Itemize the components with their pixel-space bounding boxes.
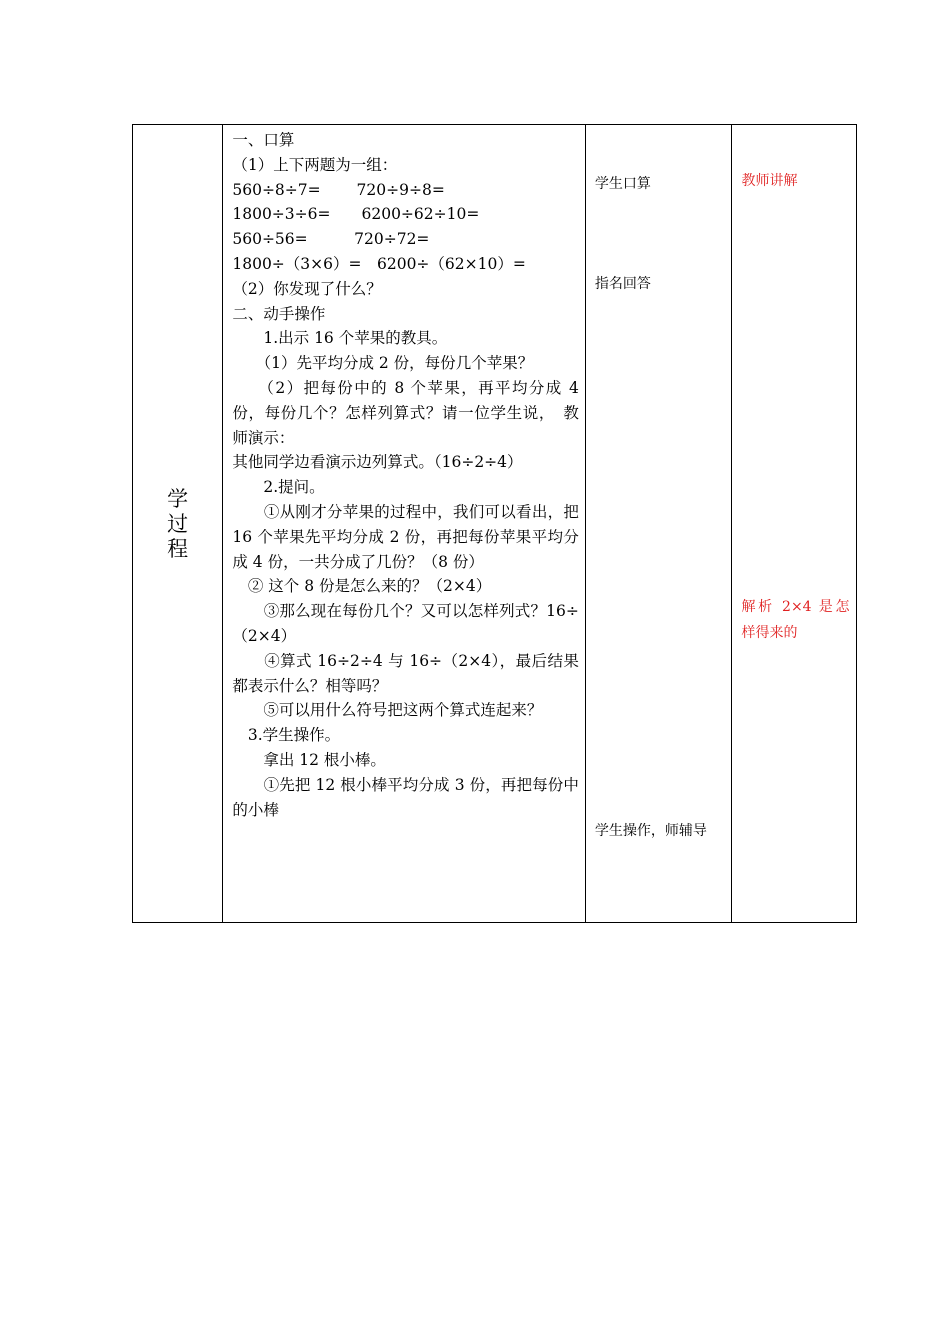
content-paragraph: ③那么现在每份几个？又可以怎样列式？16÷（2×4）	[232, 602, 579, 645]
student-note-oral: 学生口算	[594, 176, 651, 192]
content-line: 一、口算	[232, 131, 295, 149]
content-line: 二、动手操作	[232, 304, 326, 323]
student-note-answer: 指名回答	[594, 276, 651, 292]
content-line: 560÷8÷7= 720÷9÷8=	[232, 180, 445, 199]
content-line: 2.提问。	[232, 478, 325, 497]
content-line: （2）你发现了什么？	[232, 279, 382, 298]
content-line: （1）上下两题为一组：	[232, 155, 398, 174]
teacher-note-analysis: 解析 2×4 是怎样得来的	[741, 599, 850, 641]
student-activity-cell	[585, 125, 732, 923]
content-line: 1800÷（3×6）= 6200÷（62×10）=	[232, 254, 526, 273]
content-paragraph: （2）把每份中的 8 个苹果，再平均分成 4 份，每份几个？怎样列算式？请一位学生说， 教师演示：	[232, 378, 579, 447]
section-label-char: 学	[167, 487, 189, 511]
lesson-table	[132, 124, 857, 923]
content-paragraph: （1）先平均分成 2 份，每份几个苹果？	[232, 354, 534, 373]
teacher-note-cell	[732, 125, 857, 923]
content-paragraph: ①从刚才分苹果的过程中，我们可以看出，把 16 个苹果先平均分成 2 份，再把每份苹果平均分成 4 份，一共分成了几份？（8 份）	[232, 502, 579, 571]
content-paragraph: ①先把 12 根小棒平均分成 3 份，再把每份中的小棒	[232, 775, 579, 819]
content-line: ② 这个 8 份是怎么来的？（2×4）	[232, 577, 492, 596]
teaching-content	[223, 125, 585, 822]
teacher-note-explain: 教师讲解	[741, 173, 798, 189]
content-line: 其他同学边看演示边列算式。（16÷2÷4）	[232, 453, 523, 472]
content-paragraph: ④算式 16÷2÷4 与 16÷（2×4），最后结果都表示什么？相等吗？	[232, 651, 579, 695]
student-note-operate: 学生操作，师辅导	[594, 823, 707, 839]
teaching-content-cell	[223, 125, 586, 923]
content-line: 560÷56= 720÷72=	[232, 230, 430, 249]
section-label-char: 程	[167, 537, 189, 561]
section-label-char: 过	[167, 512, 189, 536]
section-label-cell	[133, 125, 223, 923]
content-line: 1800÷3÷6= 6200÷62÷10=	[232, 205, 480, 224]
section-label	[133, 487, 222, 562]
content-line: 3.学生操作。	[232, 726, 341, 745]
content-line: 1.出示 16 个苹果的教具。	[232, 329, 448, 348]
content-line: 拿出 12 根小棒。	[232, 750, 386, 769]
content-paragraph: ⑤可以用什么符号把这两个算式连起来？	[232, 701, 543, 720]
